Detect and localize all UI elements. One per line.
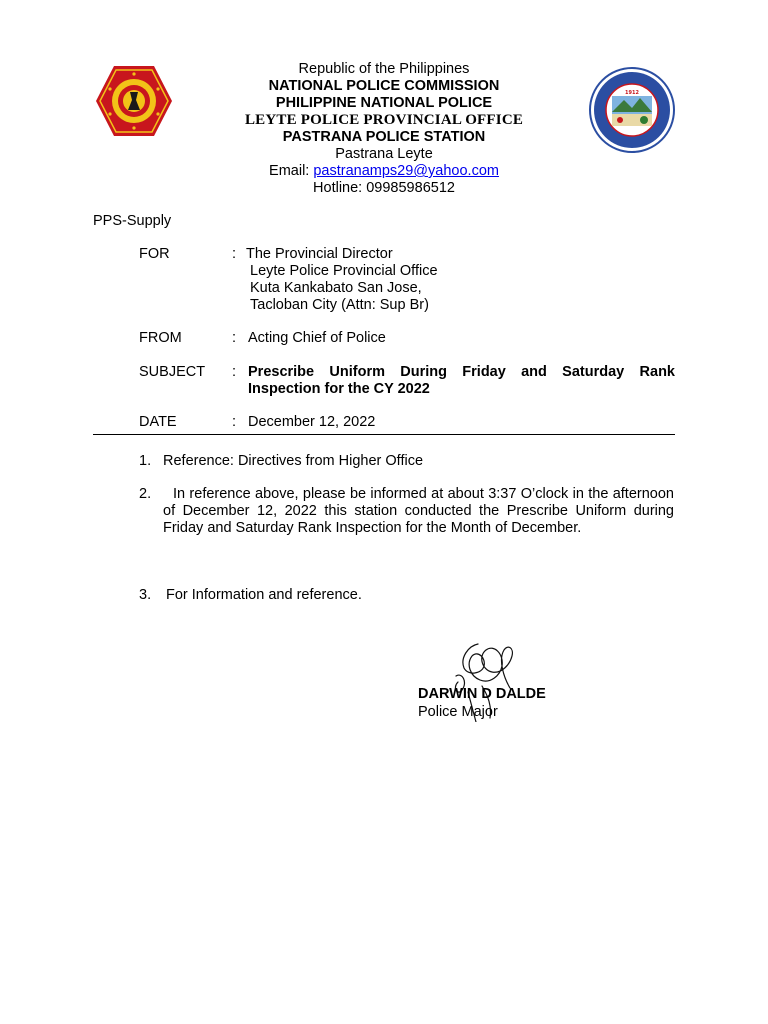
letterhead-line: LEYTE POLICE PROVINCIAL OFFICE: [244, 112, 524, 128]
email-label: Email:: [269, 163, 314, 179]
date-label: DATE: [139, 414, 177, 430]
for-line: Leyte Police Provincial Office: [250, 263, 438, 279]
colon: :: [232, 330, 237, 346]
signatory-name: DARWIN D DALDE: [418, 686, 546, 702]
pastrana-municipal-seal: [588, 66, 676, 154]
body-paragraph: For Information and reference.: [166, 587, 362, 603]
signatory-rank: Police Major: [418, 704, 498, 720]
letterhead: [180, 61, 588, 197]
item-number: 1.: [139, 453, 152, 469]
divider-line: [93, 434, 675, 435]
letterhead-line: Republic of the Philippines: [298, 61, 470, 77]
colon: :: [232, 414, 237, 430]
date-value: December 12, 2022: [248, 414, 376, 430]
subject-label: SUBJECT: [139, 364, 206, 380]
letterhead-line: PASTRANA POLICE STATION: [282, 129, 486, 145]
letterhead-line: NATIONAL POLICE COMMISSION: [268, 78, 500, 94]
letterhead-line: Pastrana Leyte: [335, 146, 433, 162]
for-line: Kuta Kankabato San Jose,: [250, 280, 422, 296]
from-value: Acting Chief of Police: [248, 330, 386, 346]
item-number: 3.: [139, 587, 152, 603]
body-paragraph: In reference above, please be informed at about 3:37 O’clock in the afternoon of December 12, 2022 this station conducted the Prescribe Uniform during Friday and Saturday Rank Inspection for the Month of December.: [163, 486, 674, 536]
for-line: The Provincial Director: [246, 246, 393, 262]
subject-value: Prescribe Uniform During Friday and Saturday Rank Inspection for the CY 2022: [248, 364, 675, 397]
email-link[interactable]: pastranamps29@yahoo.com: [313, 163, 499, 179]
seal-year: 1912: [625, 90, 639, 96]
hotline: Hotline: 09985986512: [313, 180, 455, 196]
colon: :: [232, 246, 237, 262]
reference-code: PPS-Supply: [93, 213, 172, 229]
letterhead-line: PHILIPPINE NATIONAL POLICE: [275, 95, 493, 111]
for-label: FOR: [139, 246, 170, 262]
for-line: Tacloban City (Attn: Sup Br): [250, 297, 429, 313]
for-address: [248, 246, 438, 314]
item-number: 2.: [139, 486, 152, 502]
body-paragraph: Reference: Directives from Higher Office: [163, 453, 424, 469]
email-row: [180, 163, 588, 180]
from-label: FROM: [139, 330, 182, 346]
pnp-seal-logo: [94, 64, 174, 138]
colon: :: [232, 364, 237, 380]
